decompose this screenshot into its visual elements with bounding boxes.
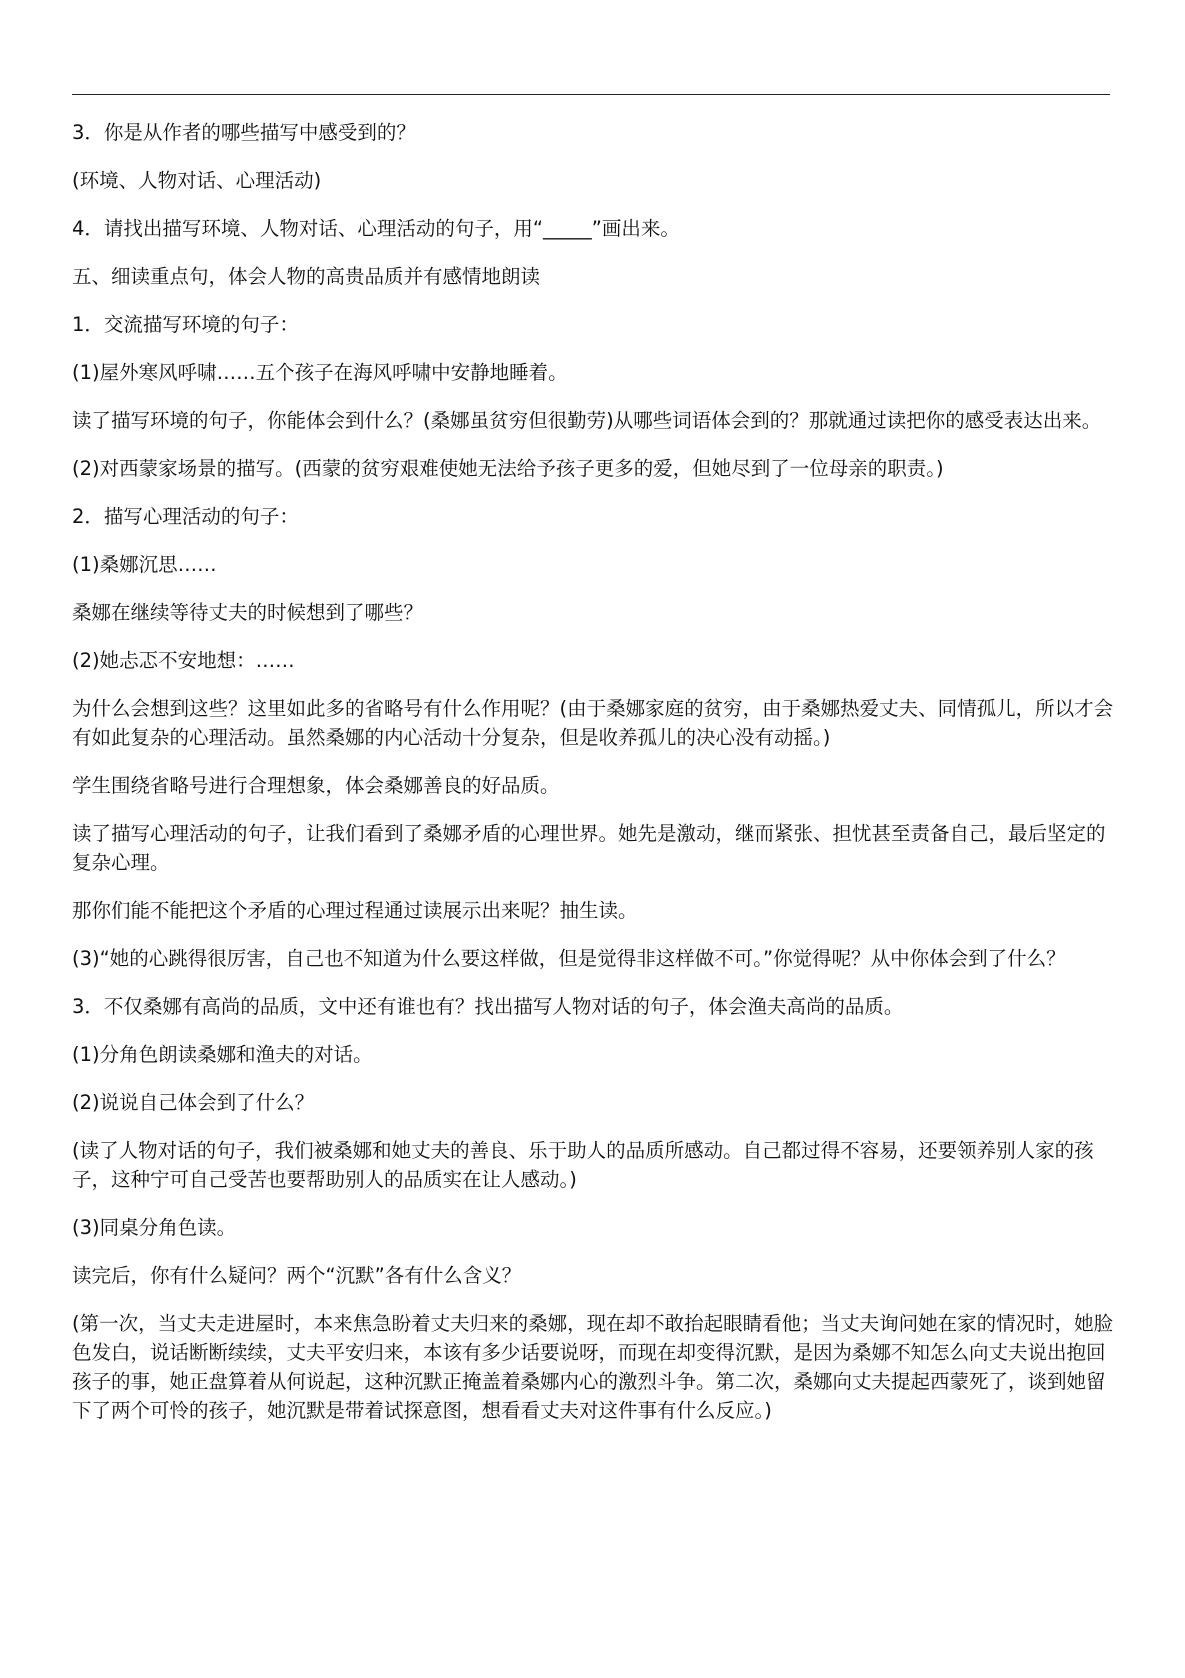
paragraph: (1)分角色朗读桑娜和渔夫的对话。: [72, 1043, 373, 1066]
paragraph: 桑娜在继续等待丈夫的时候想到了哪些？: [72, 601, 424, 624]
paragraph: 学生围绕省略号进行合理想象，体会桑娜善良的好品质。: [72, 774, 560, 797]
paragraph: 3．不仅桑娜有高尚的品质，文中还有谁也有？找出描写人物对话的句子，体会渔夫高尚的品质。: [72, 995, 904, 1018]
paragraph: (2)她忐忑不安地想：……: [72, 649, 295, 672]
paragraph: (1)屋外寒风呼啸……五个孩子在海风呼啸中安静地睡着。: [72, 361, 568, 384]
paragraph: (第一次，当丈夫走进屋时，本来焦急盼着丈夫归来的桑娜，现在却不敢抬起眼睛看他；当丈夫询问她在家的情况时，她脸色发白，说话断断续续，丈夫平安归来，本该有多少话要说呀，而现在却变得沉默，是因为桑娜不知怎么向丈夫说出抱回孩子的事，她正盘算着从何说起，这种沉默正掩盖着桑娜内心的激烈斗争。第二次，桑娜向丈夫提起西蒙死了，谈到她留下了两个可怜的孩子，她沉默是带着试探意图，想看看丈夫对这件事有什么反应。): [72, 1312, 1114, 1422]
paragraph: 1．交流描写环境的句子：: [72, 313, 299, 336]
paragraph: 3．你是从作者的哪些描写中感受到的？: [72, 121, 416, 144]
section-heading: 五、细读重点句，体会人物的高贵品质并有感情地朗读: [72, 265, 541, 288]
paragraph: (环境、人物对话、心理活动): [72, 169, 322, 192]
paragraph: 读完后，你有什么疑问？两个“沉默”各有什么含义？: [72, 1264, 522, 1287]
paragraph: 读了描写环境的句子，你能体会到什么？(桑娜虽贫穷但很勤劳)从哪些词语体会到的？那就通过读把你的感受表达出来。: [72, 409, 1102, 432]
paragraph: (2)对西蒙家场景的描写。(西蒙的贫穷艰难使她无法给予孩子更多的爱，但她尽到了一位母亲的职责。): [72, 457, 944, 480]
paragraph: 读了描写心理活动的句子，让我们看到了桑娜矛盾的心理世界。她先是激动，继而紧张、担忧甚至责备自己，最后坚定的复杂心理。: [72, 822, 1106, 874]
header-rule: [72, 94, 1110, 95]
paragraph: (读了人物对话的句子，我们被桑娜和她丈夫的善良、乐于助人的品质所感动。自己都过得不容易，还要领养别人家的孩子，这种宁可自己受苦也要帮助别人的品质实在让人感动。): [72, 1139, 1094, 1191]
document-body: [72, 118, 1117, 1444]
paragraph: 那你们能不能把这个矛盾的心理过程通过读展示出来呢？抽生读。: [72, 899, 638, 922]
paragraph: 为什么会想到这些？这里如此多的省略号有什么作用呢？(由于桑娜家庭的贫穷，由于桑娜热爱丈夫、同情孤儿，所以才会有如此复杂的心理活动。虽然桑娜的内心活动十分复杂，但是收养孤儿的决心没有动摇。): [72, 697, 1114, 749]
paragraph: (3)“她的心跳得很厉害，自己也不知道为什么要这样做，但是觉得非这样做不可。”你觉得呢？从中你体会到了什么？: [72, 947, 1066, 970]
paragraph: 4．请找出描写环境、人物对话、心理活动的句子，用“_____”画出来。: [72, 217, 680, 240]
paragraph: 2．描写心理活动的句子：: [72, 505, 299, 528]
paragraph: (3)同桌分角色读。: [72, 1216, 237, 1239]
paragraph: (1)桑娜沉思……: [72, 553, 217, 576]
paragraph: (2)说说自己体会到了什么？: [72, 1091, 315, 1114]
